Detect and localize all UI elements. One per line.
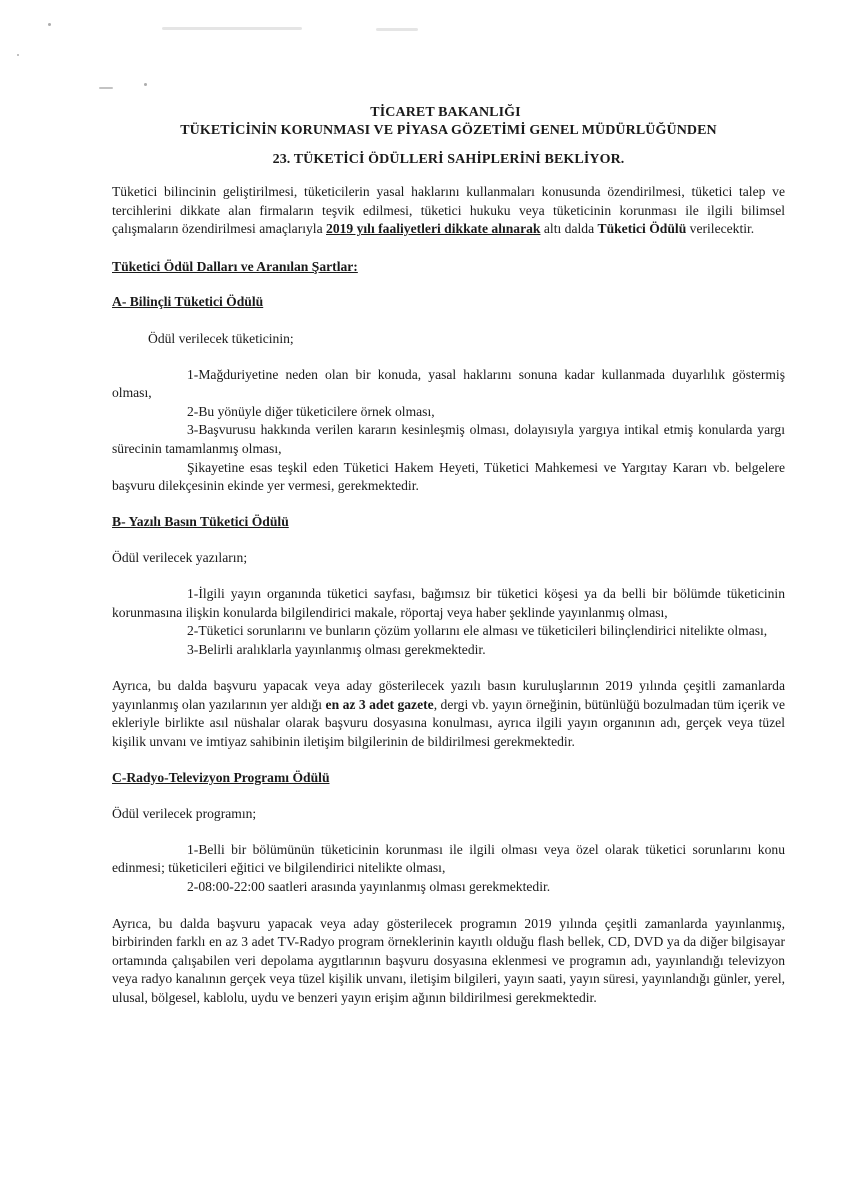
- section-c-note: Ayrıca, bu dalda başvuru yapacak veya aday gösterilecek programın 2019 yılında çeşitli zamanlarda yayınlanmış, birbirinden farklı en az 3 adet TV-Radyo program örneklerinin kayıtlı olduğu flash bellek, CD, DVD ya da diğer bilgisayar ortamında çalışabilen veri depolama aygıtlarının başvuru dosyasına eklenmesi ve programın adı, yayınlandığı televizyon veya radyo kanalının gerçek veya tüzel kişilik unvanı, iletişim bilgileri, yayın saati, yayın süresi, yayınlandığı günler, yerel, ulusal, bölgesel, kablolu, uydu ve benzeri yayın erişim ağının bildirilmesi gerekmektedir.: [112, 915, 785, 1005]
- intro-text: Tüketici bilincinin geliştirilmesi, tüketicilerin yasal haklarını kullanmaları konusunda özendirilmesi, tüketici talep ve tercihlerini dikkate alan firmaların teşvik edilmesi, tüketici hukuku veya tüketicinin korunması ile ilgili bilimsel çalışmaların özendirilmesi amaçlarıyla: [112, 184, 785, 237]
- section-b-note-text: Ayrıca, bu dalda başvuru yapacak veya aday gösterilecek yazılı basın kuruluşlarının 2019 yılında çeşitli zamanlarda yayınlanmış olan yazılarının yer aldığı: [112, 678, 785, 712]
- intro-emphasis: 2019 yılı faaliyetleri dikkate alınarak: [326, 221, 541, 237]
- list-item: 1-Mağduriyetine neden olan bir konuda, yasal haklarını sonuna kadar kullanmada duyarlılık göstermiş olması,: [112, 366, 785, 401]
- section-b-lead: Ödül verilecek yazıların;: [112, 550, 248, 566]
- main-heading: Tüketici Ödül Dalları ve Aranılan Şartlar:: [112, 258, 358, 274]
- list-item: Şikayetine esas teşkil eden Tüketici Hakem Heyeti, Tüketici Mahkemesi ve Yargıtay Kararı vb. belgelere başvuru dilekçesinin ekinde yer vermesi, gerekmektedir.: [112, 459, 785, 494]
- section-b-note-text-end: , dergi vb. yayın örneğinin, bütünlüğü bozulmadan tüm içerik ve ekleriyle birlikte asıl nüshalar olarak başvuru dosyasına konulması, ayrıca ilgili yayın organının adı, gerçek veya tüzel kişilik unvanı ve imtiyaz sahibinin iletişim bilgilerinin de bildirilmesi gerekmektedir.: [112, 696, 785, 750]
- ministry-title: TİCARET BAKANLIĞI: [370, 105, 521, 120]
- award-name: Tüketici Ödülü: [597, 221, 687, 237]
- section-c-items: [112, 841, 785, 897]
- section-a-lead: Ödül verilecek tüketicinin;: [148, 330, 294, 346]
- document-page: [112, 104, 785, 1008]
- scan-artifact: [144, 83, 147, 86]
- section-b-heading: B- Yazılı Basın Tüketici Ödülü: [112, 513, 289, 529]
- list-item: 2-Tüketici sorunlarını ve bunların çözüm yollarını ele alması ve tüketicileri bilinçlendirici nitelikte olması,: [187, 623, 768, 639]
- section-a-heading: A- Bilinçli Tüketici Ödülü: [112, 294, 264, 310]
- section-a-items: [112, 366, 785, 496]
- scan-artifact: [48, 23, 51, 26]
- section-c-lead: Ödül verilecek programın;: [112, 806, 257, 822]
- scan-artifact: [17, 54, 19, 56]
- section-c-heading: C-Radyo-Televizyon Programı Ödülü: [112, 769, 330, 785]
- list-item: 2-Bu yönüyle diğer tüketicilere örnek olması,: [187, 403, 435, 419]
- intro-text-middle: altı dalda: [540, 221, 598, 237]
- list-item: 1-İlgili yayın organında tüketici sayfası, bağımsız bir tüketici köşesi ya da belli bir bölümde tüketicinin korunmasına ilişkin konularda bilgilendirici makale, röportaj veya haber şeklinde yayınlanmış olması,: [112, 585, 785, 620]
- scan-artifact: [162, 27, 302, 30]
- intro-paragraph: [112, 183, 785, 239]
- section-b-items: [112, 585, 785, 659]
- section-b-note: [112, 677, 785, 751]
- list-item: 3-Belirli aralıklarla yayınlanmış olması gerekmektedir.: [187, 641, 486, 657]
- announcement-title: 23. TÜKETİCİ ÖDÜLLERİ SAHİPLERİNİ BEKLİYOR.: [272, 152, 625, 167]
- list-item: 2-08:00-22:00 saatleri arasında yayınlanmış olması gerekmektedir.: [187, 879, 551, 895]
- list-item: 3-Başvurusu hakkında verilen kararın kesinleşmiş olması, dolayısıyla yargıya intikal etmiş konularda yargı sürecinin tamamlanmış olması,: [112, 422, 785, 456]
- directorate-title: TÜKETİCİNİN KORUNMASI VE PİYASA GÖZETİMİ GENEL MÜDÜRLÜĞÜNDEN: [180, 123, 717, 138]
- section-b-note-emphasis: en az 3 adet gazete: [325, 696, 434, 712]
- scan-artifact: [99, 87, 113, 89]
- list-item: 1-Belli bir bölümünün tüketicinin korunması ile ilgili olması veya özel olarak tüketici sorunlarını konu edinmesi; tüketicileri eğitici ve bilgilendirici nitelikte olması,: [112, 841, 785, 876]
- intro-text-end: verilecektir.: [686, 221, 755, 237]
- scan-artifact: [376, 28, 418, 31]
